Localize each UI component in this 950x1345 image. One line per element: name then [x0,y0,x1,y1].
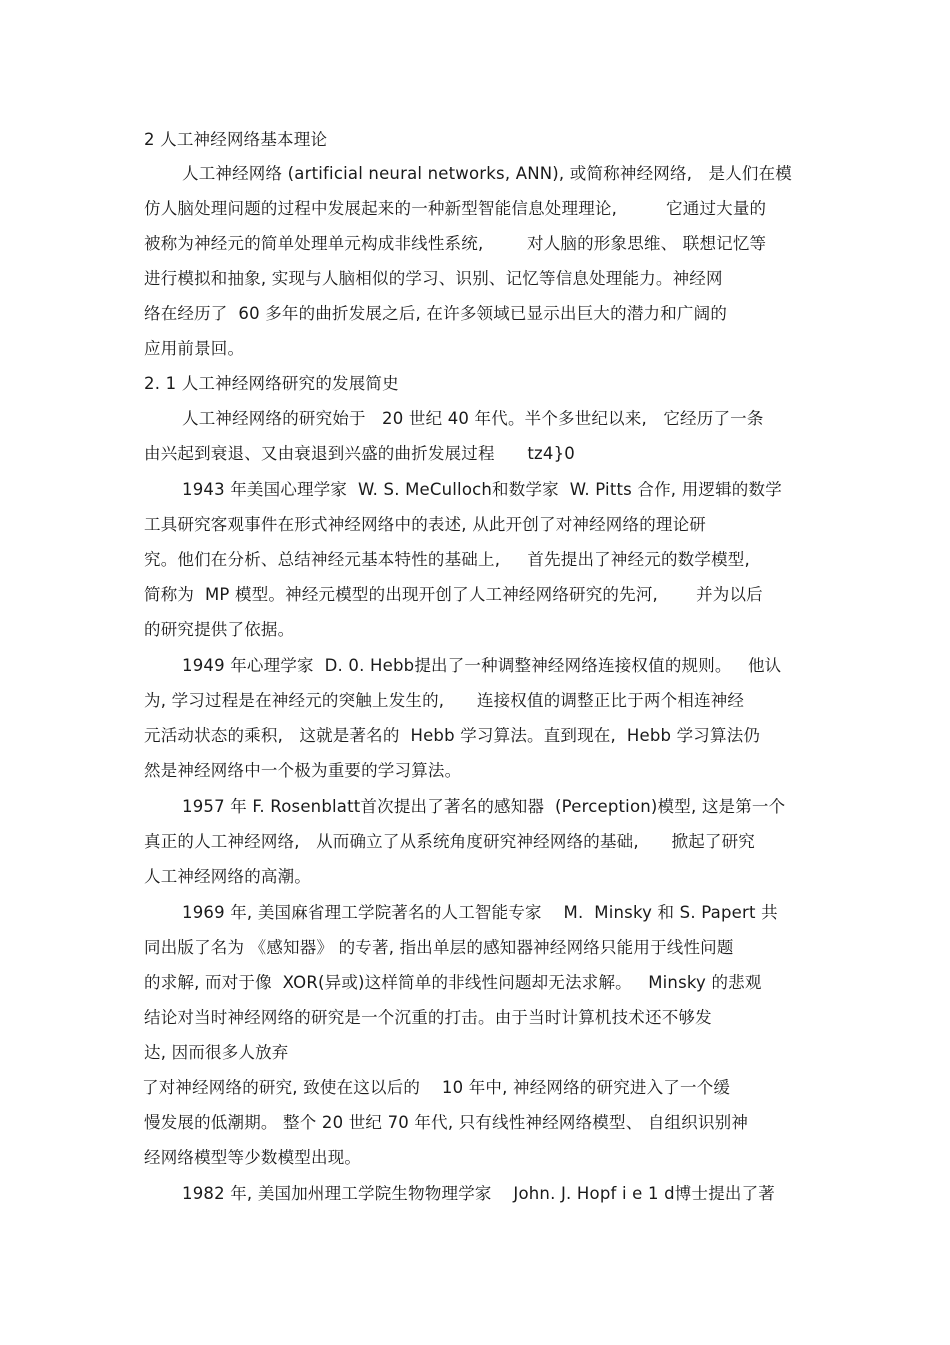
subsection-heading: 2. 1 人工神经网络研究的发展简史 [144,374,399,393]
paragraph-line: 被称为神经元的简单处理单元构成非线性系统, 对人脑的形象思维、 联想记忆等 [144,234,767,253]
paragraph-line: 进行模拟和抽象, 实现与人脑相似的学习、识别、记忆等信息处理能力。神经网 [144,269,723,288]
paragraph-line: 1949 年心理学家 D. 0. Hebb提出了一种调整神经网络连接权值的规则。 他认 [182,656,782,675]
paragraph-line: 究。他们在分析、总结神经元基本特性的基础上, 首先提出了神经元的数学模型, [144,550,750,569]
paragraph-line: 人工神经网络的研究始于 20 世纪 40 年代。半个多世纪以来, 它经历了一条 [182,409,764,428]
paragraph-line: 的求解, 而对于像 XOR(异或)这样简单的非线性问题却无法求解。 Minsky 的悲观 [144,973,762,992]
paragraph-line: 由兴起到衰退、又由衰退到兴盛的曲折发展过程 tz4}0 [144,444,575,463]
paragraph-line: 1982 年, 美国加州理工学院生物物理学家 John. J. Hopf i e 1 d博士提出了著 [182,1184,775,1203]
paragraph-line: 的研究提供了依据。 [144,620,295,639]
paragraph-line: 1957 年 F. Rosenblatt首次提出了著名的感知器 (Perception)模型, 这是第一个 [182,797,786,816]
paragraph-line: 应用前景回。 [144,339,245,358]
paragraph-line: 了对神经网络的研究, 致使在这以后的 10 年中, 神经网络的研究进入了一个缓 [142,1078,731,1097]
paragraph-line: 1943 年美国心理学家 W. S. MeCulloch和数学家 W. Pitts 合作, 用逻辑的数学 [182,480,782,499]
section-heading: 2 人工神经网络基本理论 [144,130,328,149]
paragraph-line: 达, 因而很多人放弃 [144,1043,289,1062]
paragraph-line: 元活动状态的乘积, 这就是著名的 Hebb 学习算法。直到现在, Hebb 学习算法仍 [144,726,761,745]
paragraph-line: 1969 年, 美国麻省理工学院著名的人工智能专家 M. Minsky 和 S. Papert 共 [182,903,778,922]
paragraph-line: 络在经历了 60 多年的曲折发展之后, 在许多领域已显示出巨大的潜力和广阔的 [144,304,728,323]
paragraph-line: 同出版了名为 《感知器》 的专著, 指出单层的感知器神经网络只能用于线性问题 [144,938,734,957]
paragraph-line: 人工神经网络的高潮。 [144,867,311,886]
paragraph-line: 慢发展的低潮期。 整个 20 世纪 70 年代, 只有线性神经网络模型、 自组织识别神 [144,1113,749,1132]
paragraph-line: 人工神经网络 (artificial neural networks, ANN), 或简称神经网络, 是人们在模 [182,164,792,183]
paragraph-line: 经网络模型等少数模型出现。 [144,1148,362,1167]
paragraph-line: 简称为 MP 模型。神经元模型的出现开创了人工神经网络研究的先河, 并为以后 [144,585,763,604]
paragraph-line: 工具研究客观事件在形式神经网络中的表述, 从此开创了对神经网络的理论研 [144,515,706,534]
paragraph-line: 仿人脑处理问题的过程中发展起来的一种新型智能信息处理理论, 它通过大量的 [144,199,767,218]
paragraph-line: 结论对当时神经网络的研究是一个沉重的打击。由于当时计算机技术还不够发 [144,1008,712,1027]
paragraph-line: 真正的人工神经网络, 从而确立了从系统角度研究神经网络的基础, 掀起了研究 [144,832,755,851]
paragraph-line: 为, 学习过程是在神经元的突触上发生的, 连接权值的调整正比于两个相连神经 [144,691,745,710]
paragraph-line: 然是神经网络中一个极为重要的学习算法。 [144,761,462,780]
